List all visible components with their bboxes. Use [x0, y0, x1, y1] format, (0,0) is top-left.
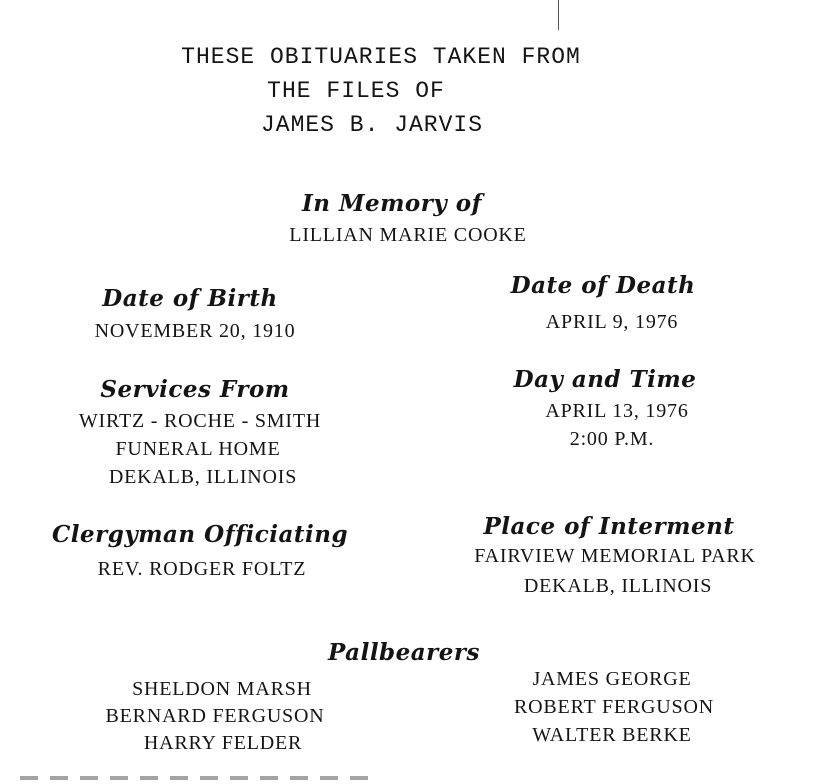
scan-mark [558, 0, 559, 30]
daytime-line: APRIL 13, 1976 [545, 400, 689, 422]
daytime-line: 2:00 P.M. [569, 428, 655, 450]
pallbearers-label: Pallbearers [328, 639, 480, 666]
birth-value: NOVEMBER 20, 1910 [94, 320, 296, 342]
clergy-value: REV. RODGER FOLTZ [97, 558, 307, 580]
header-line-3: JAMES B. JARVIS [260, 112, 484, 138]
death-value: APRIL 9, 1976 [545, 311, 679, 333]
interment-line: DEKALB, ILLINOIS [523, 575, 713, 597]
header-line-1: THESE OBITUARIES TAKEN FROM [181, 44, 581, 70]
services-line: DEKALB, ILLINOIS [108, 466, 298, 488]
header-line-2: THE FILES OF [267, 78, 445, 104]
deceased-name: LILLIAN MARIE COOKE [289, 224, 527, 246]
in-memory-label: In Memory of [302, 190, 482, 217]
interment-line: FAIRVIEW MEMORIAL PARK [474, 545, 756, 567]
interment-label: Place of Interment [483, 513, 735, 540]
scan-artifact-bottom [20, 776, 380, 780]
services-label: Services From [100, 376, 290, 403]
pallbearer-name: WALTER BERKE [532, 724, 692, 746]
services-line: FUNERAL HOME [115, 438, 281, 460]
birth-label: Date of Birth [102, 285, 278, 312]
services-line: WIRTZ - ROCHE - SMITH [78, 410, 322, 432]
death-label: Date of Death [510, 272, 696, 299]
pallbearer-name: JAMES GEORGE [532, 668, 692, 690]
pallbearer-name: HARRY FELDER [143, 732, 303, 754]
pallbearer-name: BERNARD FERGUSON [105, 705, 325, 727]
daytime-label: Day and Time [513, 366, 697, 393]
clergy-label: Clergyman Officiating [51, 521, 349, 548]
pallbearer-name: SHELDON MARSH [132, 678, 312, 700]
pallbearer-name: ROBERT FERGUSON [514, 696, 714, 718]
